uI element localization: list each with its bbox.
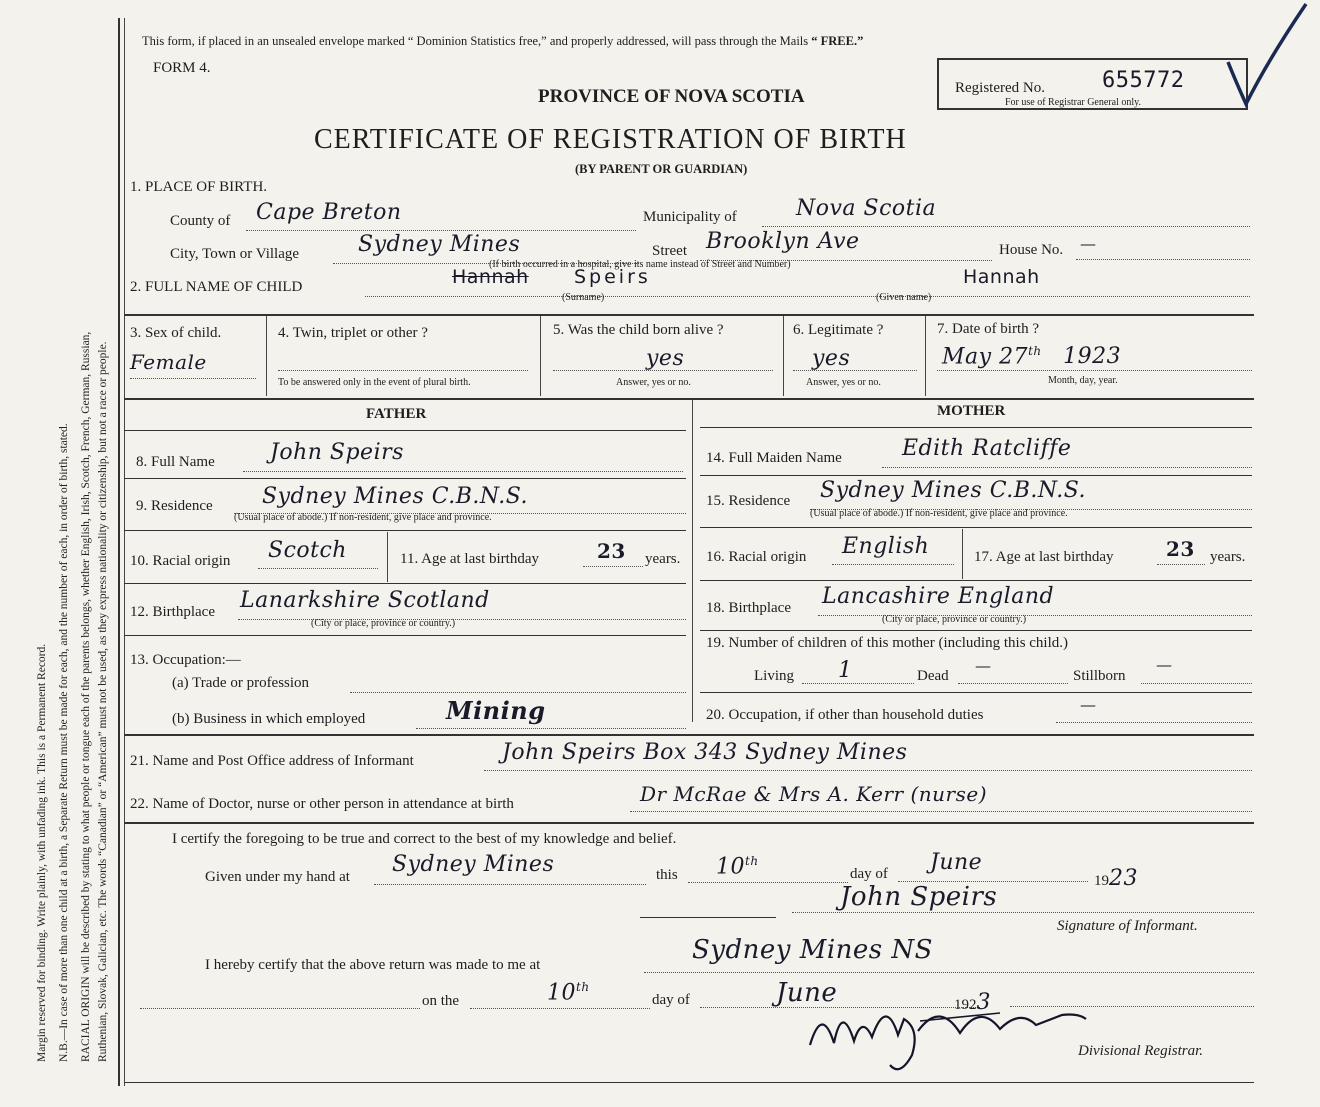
registrar-day-number: 10 [547,980,576,1006]
this-label: this [656,867,678,883]
county-label: County of [170,213,231,229]
father-birthplace-value: Lanarkshire Scotland [240,588,490,613]
registrar-year-prefix: 192 [954,997,977,1013]
registrar-day [547,980,590,1005]
mother-residence-value: Sydney Mines C.B.N.S. [820,478,1087,503]
informant-signature: John Speirs [840,882,998,912]
registrar-signature [800,985,1100,1085]
father-residence-value: Sydney Mines C.B.N.S. [262,484,529,509]
dead-label: Dead [917,668,949,684]
binding-margin-line [118,18,120,1086]
county-value: Cape Breton [256,200,402,225]
registered-number-box [937,58,1248,110]
given-year [1094,866,1138,891]
child-surname: Speirs [574,266,651,288]
province-heading: PROVINCE OF NOVA SCOTIA [538,86,805,107]
legitimate-value: yes [812,346,851,371]
mother-race-value: English [842,534,930,559]
side-note-racial-1: RACIAL ORIGIN will be described by stating to what people or tongue each of the parents belongs, whether English, Irish, Scotch, French, German, Russian, [80,331,92,1062]
mother-heading: MOTHER [937,403,1006,419]
house-label: House No. [999,242,1064,258]
stillborn-value: — [1156,655,1173,674]
day-of-label: day of [850,866,888,882]
mother-birthplace-note: (City or place, province or country.) [882,614,1027,625]
attendant-value: Dr McRae & Mrs A. Kerr (nurse) [640,782,987,806]
checkmark-icon [1222,0,1312,110]
living-value: 1 [838,658,853,683]
on-the-label: on the [422,993,460,1009]
mother-occupation-value: — [1080,695,1097,714]
registrar-place: Sydney Mines NS [692,935,933,965]
mother-age-label: 17. Age at last birthday [974,549,1114,565]
dob-note: Month, day, year. [1048,375,1118,386]
dob-year: 1923 [1063,344,1122,370]
dob-label: 7. Date of birth ? [937,321,1040,337]
place-of-birth-label: 1. PLACE OF BIRTH. [130,179,268,195]
dob-value [942,344,1121,369]
mother-residence-note: (Usual place of abode.) If non-resident, give place and province. [810,508,1068,519]
dead-value: — [975,656,992,675]
father-birthplace-label: 12. Birthplace [130,604,215,620]
registrar-use-note: For use of Registrar General only. [1005,97,1141,108]
dob-month-day: May 27 [942,344,1029,370]
child-given-name: Hannah [963,266,1040,288]
born-alive-label: 5. Was the child born alive ? [553,322,724,338]
legitimate-note: Answer, yes or no. [806,377,881,388]
attendant-label: 22. Name of Doctor, nurse or other person in attendance at birth [130,796,514,812]
municipality-label: Municipality of [643,209,737,225]
registrar-month: June [776,978,838,1008]
street-label: Street [652,243,687,259]
informant-label: 21. Name and Post Office address of Informant [130,753,414,769]
side-note-racial-2: Ruthenian, Slovak, Galician, etc. The words “Canadian” or “American” must not be used, as they express nationality or citizenship, but not a race or people. [97,341,109,1062]
given-month: June [930,850,983,875]
trade-label: (a) Trade or profession [172,675,310,691]
city-label: City, Town or Village [170,246,300,262]
father-name-value: John Speirs [270,440,404,465]
registered-number: 655772 [1102,68,1185,93]
mother-age-years: years. [1210,549,1246,565]
stillborn-label: Stillborn [1073,668,1126,684]
children-count-label: 19. Number of children of this mother (including this child.) [706,635,1069,651]
father-residence-note: (Usual place of abode.) If non-resident, give place and province. [234,512,492,523]
surname-note: (Surname) [562,292,605,303]
registrar-year-suffix: 3 [976,990,991,1015]
mother-name-value: Edith Ratcliffe [902,436,1072,461]
dob-suffix: th [1028,344,1042,358]
father-residence-label: 9. Residence [136,498,213,514]
father-race-value: Scotch [268,538,347,563]
certify-statement: I certify the foregoing to be true and correct to the best of my knowledge and belief. [172,831,677,847]
registered-label: Registered No. [955,80,1045,96]
mother-name-label: 14. Full Maiden Name [706,450,842,466]
registrar-day-of-label: day of [652,992,690,1008]
occupation-label: 13. Occupation:— [130,652,241,668]
registrar-caption: Divisional Registrar. [1078,1043,1204,1059]
legitimate-label: 6. Legitimate ? [793,322,884,338]
father-age-years: years. [645,551,681,567]
father-race-label: 10. Racial origin [130,553,231,569]
given-day [716,854,759,879]
city-value: Sydney Mines [358,232,521,257]
side-note-nb: N.B.—In case of more than one child at a birth, a Separate Return must be made for each, and the number of each, in order of birth, stated. [58,423,70,1062]
business-value: Mining [446,696,546,725]
registrar-statement: I hereby certify that the above return was made to me at [205,957,541,973]
page-title: CERTIFICATE OF REGISTRATION OF BIRTH [314,124,907,155]
mother-occupation-label: 20. Occupation, if other than household duties [706,707,984,723]
given-year-prefix: 19 [1094,873,1109,889]
father-name-label: 8. Full Name [136,454,215,470]
child-name-label: 2. FULL NAME OF CHILD [130,279,303,295]
mother-birthplace-label: 18. Birthplace [706,600,791,616]
mail-notice-text: This form, if placed in an unsealed envelope marked “ Dominion Statistics free,” and properly addressed, will pass through the Mails [142,34,809,48]
sex-label: 3. Sex of child. [130,325,222,341]
business-label: (b) Business in which employed [172,711,366,727]
mail-notice-free: “ FREE.” [811,34,864,48]
born-alive-note: Answer, yes or no. [616,377,691,388]
mother-age-value: 23 [1166,537,1195,561]
house-value: — [1080,234,1097,253]
given-day-number: 10 [716,854,745,880]
father-birthplace-note: (City or place, province or country.) [311,618,456,629]
form-number: FORM 4. [153,60,211,76]
mother-residence-label: 15. Residence [706,493,791,509]
given-day-suffix: th [745,854,759,868]
given-label: Given under my hand at [205,869,350,885]
given-year-suffix: 23 [1109,866,1138,891]
living-label: Living [754,668,794,684]
municipality-value: Nova Scotia [796,196,937,221]
father-heading: FATHER [366,406,427,422]
born-alive-value: yes [646,346,685,371]
mail-notice [142,34,863,49]
father-age-label: 11. Age at last birthday [400,551,539,567]
mother-race-label: 16. Racial origin [706,549,807,565]
father-age-value: 23 [597,539,626,563]
side-note-margin: Margin reserved for binding. Write plainly, with unfading ink. This is a Permanent Record. [36,643,48,1062]
binding-margin-line-inner [124,18,125,1086]
street-value: Brooklyn Ave [706,229,860,254]
informant-value: John Speirs Box 343 Sydney Mines [502,740,908,765]
registrar-day-suffix: th [576,980,590,994]
given-place: Sydney Mines [392,852,555,877]
twin-note: To be answered only in the event of plural birth. [278,377,471,388]
page-subtitle: (BY PARENT OR GUARDIAN) [575,162,748,176]
given-name-note: (Given name) [876,292,932,303]
mother-birthplace-value: Lancashire England [822,584,1055,609]
twin-label: 4. Twin, triplet or other ? [278,325,428,341]
informant-signature-caption: Signature of Informant. [1057,918,1198,934]
sex-value: Female [130,350,207,374]
hospital-note: (If birth occurred in a hospital, give its name instead of Street and Number) [489,259,791,270]
child-name-crossed: Hannah [452,266,529,288]
